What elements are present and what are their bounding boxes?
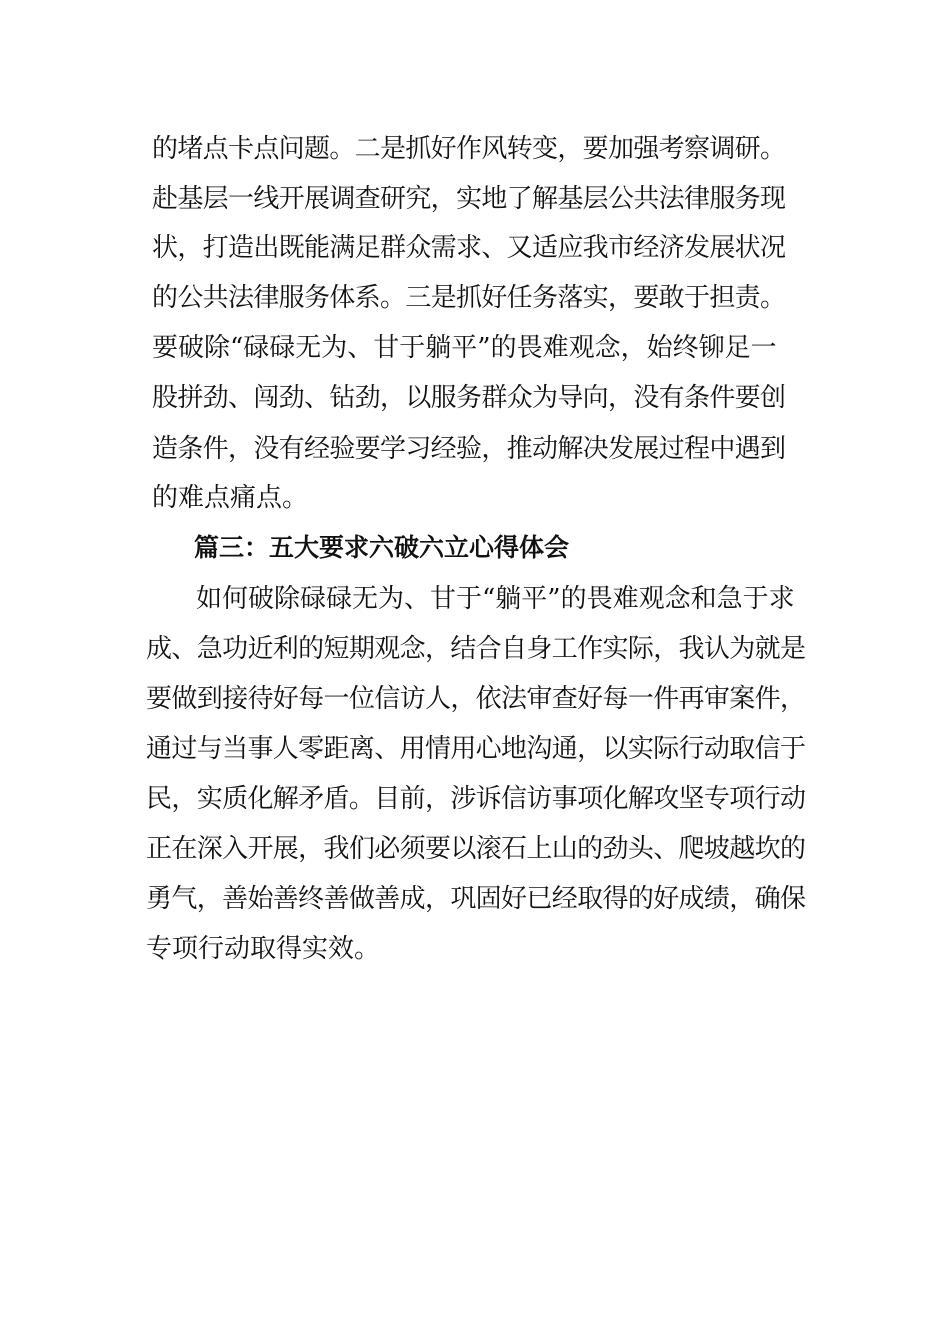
paragraph-1-line-2: 赴基层一线开展调查研究，实地了解基层公共法律服务现: [152, 184, 786, 214]
paragraph-1-line-1: 的堵点卡点问题。二是抓好作风转变，要加强考察调研。: [152, 134, 786, 164]
section-heading: 篇三：五大要求六破六立心得体会: [194, 533, 570, 562]
paragraph-1-line-3: 状，打造出既能满足群众需求、又适应我市经济发展状况: [152, 233, 786, 263]
paragraph-2-line-1: 如何破除碌碌无为、甘于“躺平”的畏难观念和急于求: [196, 584, 795, 614]
paragraph-1-line-6: 股拼劲、闯劲、钻劲，以服务群众为导向，没有条件要创: [152, 383, 786, 413]
paragraph-2-line-3: 要做到接待好每一位信访人，依法审查好每一件再审案件，: [146, 684, 806, 714]
paragraph-2-line-8: 专项行动取得实效。: [146, 934, 381, 964]
paragraph-1-line-5: 要破除“碌碌无为、甘于躺平”的畏难观念，始终铆足一: [152, 333, 777, 363]
paragraph-1-line-4: 的公共法律服务体系。三是抓好任务落实，要敢于担责。: [152, 283, 786, 313]
paragraph-2-line-2: 成、急功近利的短期观念，结合自身工作实际，我认为就是: [146, 634, 806, 664]
paragraph-1-line-8: 的难点痛点。: [152, 483, 309, 513]
paragraph-2-line-4: 通过与当事人零距离、用情用心地沟通，以实际行动取信于: [146, 734, 806, 764]
paragraph-2-line-6: 正在深入开展，我们必须要以滚石上山的劲头、爬坡越坎的: [146, 834, 806, 864]
paragraph-1-line-7: 造条件，没有经验要学习经验，推动解决发展过程中遇到: [152, 434, 786, 464]
paragraph-2-line-7: 勇气，善始善终善做善成，巩固好已经取得的好成绩，确保: [146, 884, 806, 914]
paragraph-2-line-5: 民，实质化解矛盾。目前，涉诉信访事项化解攻坚专项行动: [146, 784, 806, 814]
